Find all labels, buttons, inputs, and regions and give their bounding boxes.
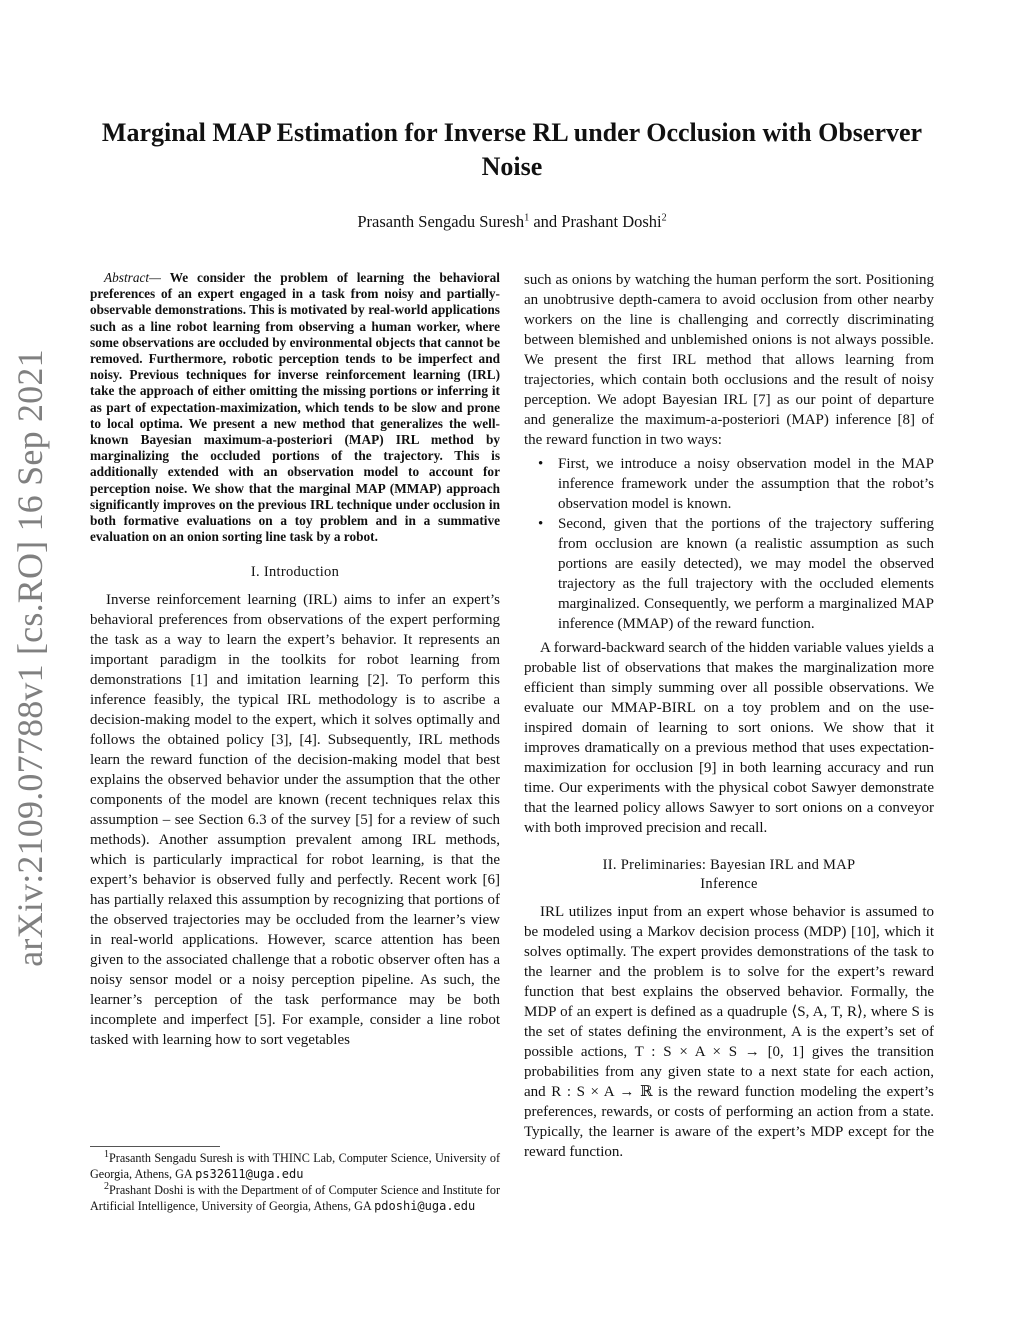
bullet-icon: • <box>538 516 544 532</box>
footnote-2-mark: 2 <box>104 1180 109 1192</box>
section-heading-preliminaries-line-1: II. Preliminaries: Bayesian IRL and MAP <box>602 857 856 873</box>
paper-title: Marginal MAP Estimation for Inverse RL under Occlusion with Observer Noise <box>101 118 923 181</box>
footnote-2 <box>90 1180 500 1214</box>
footnote-1-email[interactable]: ps32611@uga.edu <box>195 1166 304 1181</box>
preliminaries-paragraph-1: IRL utilizes input from an expert whose behavior is assumed to be modeled using a Markov decision process (MDP) [10], which it solves optimally. The expert provides demonstrations of the task to the learner and the problem is to solve for the expert’s reward function that best explains the observed behavior. Formally, the MDP of an expert is defined as a quadruple ⟨S, A, T, R⟩, where S is the set of states defining the environment, A is the expert’s set of possible actions, T : S × A × S → [0, 1] gives the transition probabilities from any given state to a next state for each action, and R : S × A → ℝ is the reward function modeling the expert’s preferences, rewards, or costs of performing an action from a state. Typically, the learner is aware of the expert’s MDP except for the reward function. <box>524 904 934 1160</box>
left-column <box>90 270 500 1050</box>
contribution-item-2 <box>538 514 934 634</box>
author-1-mark: 1 <box>524 212 530 224</box>
author-2-mark: 2 <box>661 212 667 224</box>
contribution-item-1-text: First, we introduce a noisy observation model in the MAP inference framework under the assumption that the robot’s observation model is known. <box>558 456 934 512</box>
right-column <box>524 270 934 1162</box>
intro-paragraph-1: Inverse reinforcement learning (IRL) aims to infer an expert’s behavioral preferences from observations of the expert performing the task as a way to learn the expert’s behavior. It represents an important paradigm in the toolkits for robot learning from demonstrations [1] and imitation learning [2]. To perform this inference feasibly, the typical IRL methodology is to ascribe a decision-making model to the expert, which it solves optimally and follows the obtained policy [3], [4]. Subsequently, IRL methods learn the reward function of the decision-making model that best explains the observed behavior under the assumption that the other components of the model are known (recent techniques relax this assumption – see Section 6.3 of the survey [5] for a review of such methods). Another assumption prevalent among IRL methods, which is particularly impractical for robot learning, is that the expert’s behavior is observed fully and perfectly. Recent work [6] has partially relaxed this assumption by recognizing that portions of the observed trajectories may be occluded from the learner’s view in real-world applications. However, scarce attention has been given to the associated challenge that a robotic observer often has a noisy sensor model or a noisy perception pipeline. As such, the learner’s perception of the task performance may be both incomplete and imperfect [5]. For example, consider a line robot tasked with learning how to sort vegetables <box>90 592 500 1049</box>
abstract <box>90 270 500 545</box>
contribution-item-1 <box>538 454 934 514</box>
footnotes <box>90 1148 500 1215</box>
abstract-label: Abstract <box>104 270 150 285</box>
author-line <box>100 212 924 232</box>
author-1: Prasanth Sengadu Suresh <box>357 212 525 231</box>
intro-paragraph-1-continued: such as onions by watching the human perform the sort. Positioning an unobtrusive depth-camera to avoid occlusion from other nearby workers on the line is challenging and correctly discriminating between blemished and unblemished onions is not always possible. We present the first IRL method that allows learning from trajectories, which contain both occlusions and the result of noisy perception. We adopt Bayesian IRL [7] as our point of departure and generalize the maximum-a-posteriori (MAP) inference [8] of the reward function in two ways: <box>524 272 934 448</box>
arxiv-stamp <box>0 345 60 970</box>
section-heading-preliminaries <box>524 856 934 894</box>
footnote-2-text: Prashant Doshi is with the Department of of Computer Science and Institute for Artificial Intelligence, University of Georgia, Athens, GA <box>90 1183 500 1213</box>
contribution-list <box>524 454 934 634</box>
contribution-item-2-text: Second, given that the portions of the trajectory suffering from occlusion are known (a realistic assumption as such portions are easily detected), we may model the observed trajectory as the full trajectory with the occluded elements marginalized. Consequently, we perform a marginalized MAP inference (MMAP) of the reward function. <box>558 516 934 632</box>
abstract-body: We consider the problem of learning the behavioral preferences of an expert engaged in a task from noisy and partially-observable demonstrations. This is motivated by real-world applications such as a line robot learning from observing a human worker, where some observations are occluded by environmental objects that cannot be removed. Furthermore, robotic perception tends to be imperfect and noisy. Previous techniques for inverse reinforcement learning (IRL) take the approach of either omitting the missing portions or inferring it as part of expectation-maximization, which tends to be slow and prone to local optima. We present a new method that generalizes the well-known Bayesian maximum-a-posteriori (MAP) IRL method by marginalizing the occluded portions of the trajectory. This is additionally extended with an observation model to account for perception noise. We show that the marginal MAP (MMAP) approach significantly improves on the previous IRL technique under occlusion in both formative evaluations on a toy problem and in a summative evaluation on an onion sorting line task by a robot. <box>90 270 500 545</box>
section-heading-introduction: I. Introduction <box>250 564 340 581</box>
intro-paragraph-2: A forward-backward search of the hidden variable values yields a probable list of observations that makes the marginalization more efficient than simply summing over all possible observations. We evaluate our MMAP-BIRL on a toy problem and on the use-inspired domain of learning to sort onions. We show that it improves dramatically on a previous method that uses expectation-maximization for occlusion [9] in both learning accuracy and run time. Our experiments with the physical cobot Sawyer demonstrate that the learned policy allows Sawyer to sort onions on a conveyor with both improved precision and recall. <box>524 640 934 836</box>
author-conj: and <box>533 212 558 231</box>
bullet-icon: • <box>538 456 544 472</box>
section-heading-preliminaries-line-2: Inference <box>700 876 758 892</box>
footnote-rule <box>90 1146 220 1147</box>
footnote-1-text: Prasanth Sengadu Suresh is with THINC Lab, Computer Science, University of Georgia, Athens, GA <box>90 1151 500 1181</box>
footnote-1 <box>90 1148 500 1182</box>
author-2: Prashant Doshi <box>561 212 662 231</box>
footnote-2-email[interactable]: pdoshi@uga.edu <box>374 1198 476 1213</box>
arxiv-stamp-text: arXiv:2109.07788v1 [cs.RO] 16 Sep 2021 <box>10 348 50 967</box>
footnote-1-mark: 1 <box>104 1148 109 1160</box>
abstract-dash: — <box>149 270 161 285</box>
